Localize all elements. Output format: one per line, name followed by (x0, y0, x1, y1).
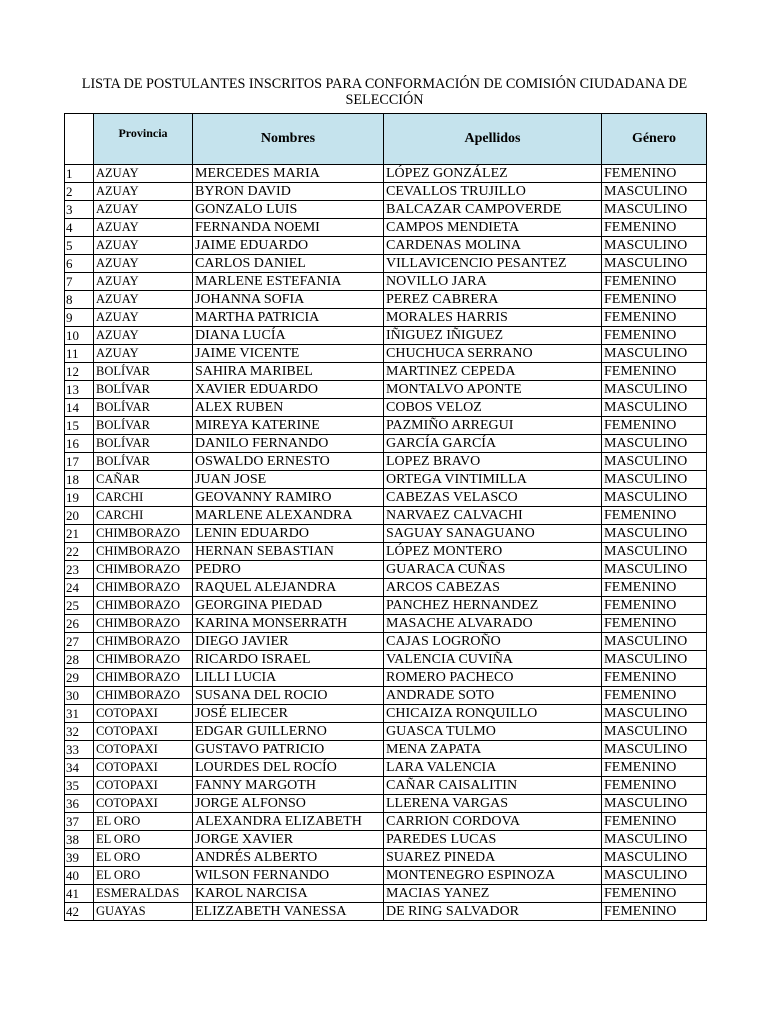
table-row (65, 597, 707, 615)
row-number: 5 (65, 237, 94, 255)
cell-genero: MASCULINO (602, 525, 707, 543)
table-row (65, 903, 707, 921)
table-row (65, 507, 707, 525)
cell-apellidos: BALCAZAR CAMPOVERDE (384, 201, 602, 219)
cell-apellidos: IÑIGUEZ IÑIGUEZ (384, 327, 602, 345)
table-row (65, 543, 707, 561)
row-number: 26 (65, 615, 94, 633)
cell-provincia: BOLÍVAR (94, 399, 193, 417)
cell-apellidos: MENA ZAPATA (384, 741, 602, 759)
cell-apellidos: PAREDES LUCAS (384, 831, 602, 849)
cell-provincia: CARCHI (94, 489, 193, 507)
table-body (65, 165, 707, 921)
table-row (65, 183, 707, 201)
cell-nombres: DANILO FERNANDO (193, 435, 384, 453)
cell-apellidos: GUARACA CUÑAS (384, 561, 602, 579)
cell-apellidos: PAZMIÑO ARREGUI (384, 417, 602, 435)
cell-provincia: CHIMBORAZO (94, 687, 193, 705)
cell-apellidos: NARVAEZ CALVACHI (384, 507, 602, 525)
cell-apellidos: LÓPEZ GONZÁLEZ (384, 165, 602, 183)
row-number: 11 (65, 345, 94, 363)
cell-nombres: FERNANDA NOEMI (193, 219, 384, 237)
cell-genero: MASCULINO (602, 345, 707, 363)
row-number: 34 (65, 759, 94, 777)
cell-apellidos: ROMERO PACHECO (384, 669, 602, 687)
cell-provincia: BOLÍVAR (94, 381, 193, 399)
row-number: 19 (65, 489, 94, 507)
cell-nombres: ANDRÉS ALBERTO (193, 849, 384, 867)
cell-provincia: CHIMBORAZO (94, 561, 193, 579)
row-number: 9 (65, 309, 94, 327)
cell-nombres: GUSTAVO PATRICIO (193, 741, 384, 759)
cell-provincia: AZUAY (94, 291, 193, 309)
cell-nombres: XAVIER EDUARDO (193, 381, 384, 399)
row-number: 15 (65, 417, 94, 435)
cell-apellidos: ANDRADE SOTO (384, 687, 602, 705)
cell-genero: MASCULINO (602, 435, 707, 453)
row-number: 1 (65, 165, 94, 183)
cell-apellidos: ORTEGA VINTIMILLA (384, 471, 602, 489)
row-number: 23 (65, 561, 94, 579)
row-number: 2 (65, 183, 94, 201)
cell-provincia: CHIMBORAZO (94, 615, 193, 633)
table-row (65, 489, 707, 507)
cell-provincia: CAÑAR (94, 471, 193, 489)
cell-nombres: JOHANNA SOFIA (193, 291, 384, 309)
cell-provincia: COTOPAXI (94, 759, 193, 777)
table-row (65, 273, 707, 291)
cell-provincia: AZUAY (94, 219, 193, 237)
cell-genero: MASCULINO (602, 723, 707, 741)
cell-apellidos: SUAREZ PINEDA (384, 849, 602, 867)
table-row (65, 291, 707, 309)
row-number: 35 (65, 777, 94, 795)
cell-apellidos: VILLAVICENCIO PESANTEZ (384, 255, 602, 273)
cell-genero: FEMENINO (602, 597, 707, 615)
table-row (65, 867, 707, 885)
cell-provincia: ESMERALDAS (94, 885, 193, 903)
cell-nombres: JOSÉ ELIECER (193, 705, 384, 723)
table-row (65, 363, 707, 381)
cell-nombres: LENIN EDUARDO (193, 525, 384, 543)
cell-nombres: LILLI LUCIA (193, 669, 384, 687)
cell-genero: FEMENINO (602, 759, 707, 777)
cell-genero: MASCULINO (602, 489, 707, 507)
cell-nombres: PEDRO (193, 561, 384, 579)
cell-nombres: GEOVANNY RAMIRO (193, 489, 384, 507)
cell-apellidos: COBOS VELOZ (384, 399, 602, 417)
cell-genero: FEMENINO (602, 687, 707, 705)
cell-provincia: GUAYAS (94, 903, 193, 921)
table-row (65, 453, 707, 471)
table-row (65, 633, 707, 651)
cell-provincia: AZUAY (94, 255, 193, 273)
cell-nombres: RAQUEL ALEJANDRA (193, 579, 384, 597)
cell-genero: MASCULINO (602, 399, 707, 417)
cell-provincia: AZUAY (94, 327, 193, 345)
row-number: 31 (65, 705, 94, 723)
row-number: 3 (65, 201, 94, 219)
cell-nombres: JAIME EDUARDO (193, 237, 384, 255)
cell-provincia: EL ORO (94, 831, 193, 849)
cell-genero: FEMENINO (602, 417, 707, 435)
cell-apellidos: LOPEZ BRAVO (384, 453, 602, 471)
cell-provincia: COTOPAXI (94, 723, 193, 741)
row-number: 22 (65, 543, 94, 561)
cell-nombres: SAHIRA MARIBEL (193, 363, 384, 381)
table-row (65, 741, 707, 759)
row-number: 38 (65, 831, 94, 849)
cell-provincia: EL ORO (94, 867, 193, 885)
row-number: 33 (65, 741, 94, 759)
table-row (65, 885, 707, 903)
cell-genero: FEMENINO (602, 363, 707, 381)
row-number: 10 (65, 327, 94, 345)
cell-provincia: AZUAY (94, 165, 193, 183)
cell-nombres: JAIME VICENTE (193, 345, 384, 363)
column-header-nombres: Nombres (193, 114, 384, 165)
cell-apellidos: MONTENEGRO ESPINOZA (384, 867, 602, 885)
document-title: LISTA DE POSTULANTES INSCRITOS PARA CONFORMACIÓN DE COMISIÓN CIUDADANA DE SELECCIÓN (81, 76, 688, 108)
cell-provincia: EL ORO (94, 813, 193, 831)
table-row (65, 219, 707, 237)
cell-genero: FEMENINO (602, 579, 707, 597)
cell-genero: MASCULINO (602, 255, 707, 273)
cell-nombres: EDGAR GUILLERNO (193, 723, 384, 741)
row-number: 42 (65, 903, 94, 921)
cell-provincia: AZUAY (94, 237, 193, 255)
table-row (65, 759, 707, 777)
cell-provincia: AZUAY (94, 183, 193, 201)
cell-nombres: MERCEDES MARIA (193, 165, 384, 183)
cell-genero: FEMENINO (602, 507, 707, 525)
cell-genero: FEMENINO (602, 309, 707, 327)
cell-genero: MASCULINO (602, 795, 707, 813)
cell-provincia: AZUAY (94, 309, 193, 327)
cell-genero: MASCULINO (602, 471, 707, 489)
cell-nombres: ALEX RUBEN (193, 399, 384, 417)
row-number: 21 (65, 525, 94, 543)
table-row (65, 723, 707, 741)
column-header-genero: Género (602, 114, 707, 165)
cell-apellidos: LÓPEZ MONTERO (384, 543, 602, 561)
cell-genero: MASCULINO (602, 201, 707, 219)
cell-apellidos: VALENCIA CUVIÑA (384, 651, 602, 669)
cell-apellidos: GUASCA TULMO (384, 723, 602, 741)
cell-genero: FEMENINO (602, 165, 707, 183)
table-header (65, 114, 707, 165)
cell-nombres: DIANA LUCÍA (193, 327, 384, 345)
cell-provincia: AZUAY (94, 345, 193, 363)
cell-nombres: KAROL NARCISA (193, 885, 384, 903)
row-number: 7 (65, 273, 94, 291)
cell-apellidos: CAMPOS MENDIETA (384, 219, 602, 237)
cell-provincia: CHIMBORAZO (94, 633, 193, 651)
table-row (65, 417, 707, 435)
cell-nombres: LOURDES DEL ROCÍO (193, 759, 384, 777)
cell-genero: MASCULINO (602, 183, 707, 201)
cell-apellidos: PEREZ CABRERA (384, 291, 602, 309)
cell-genero: FEMENINO (602, 885, 707, 903)
cell-provincia: CHIMBORAZO (94, 669, 193, 687)
cell-nombres: SUSANA DEL ROCIO (193, 687, 384, 705)
cell-provincia: CHIMBORAZO (94, 597, 193, 615)
cell-provincia: COTOPAXI (94, 777, 193, 795)
header-row (65, 114, 707, 165)
applicants-table (64, 113, 707, 921)
row-number: 30 (65, 687, 94, 705)
table-row (65, 327, 707, 345)
cell-provincia: CHIMBORAZO (94, 543, 193, 561)
cell-apellidos: GARCÍA GARCÍA (384, 435, 602, 453)
row-number: 17 (65, 453, 94, 471)
cell-apellidos: ARCOS CABEZAS (384, 579, 602, 597)
cell-apellidos: MORALES HARRIS (384, 309, 602, 327)
row-number: 39 (65, 849, 94, 867)
table-row (65, 165, 707, 183)
cell-provincia: CHIMBORAZO (94, 651, 193, 669)
cell-genero: FEMENINO (602, 903, 707, 921)
row-number: 16 (65, 435, 94, 453)
cell-genero: FEMENINO (602, 813, 707, 831)
cell-nombres: HERNAN SEBASTIAN (193, 543, 384, 561)
cell-nombres: BYRON DAVID (193, 183, 384, 201)
table-row (65, 669, 707, 687)
column-header-provincia: Provincia (94, 114, 193, 165)
cell-apellidos: CAÑAR CAISALITIN (384, 777, 602, 795)
cell-nombres: GEORGINA PIEDAD (193, 597, 384, 615)
row-number: 20 (65, 507, 94, 525)
cell-apellidos: MASACHE ALVARADO (384, 615, 602, 633)
cell-provincia: BOLÍVAR (94, 417, 193, 435)
cell-nombres: MARLENE ESTEFANIA (193, 273, 384, 291)
cell-provincia: BOLÍVAR (94, 435, 193, 453)
cell-provincia: CARCHI (94, 507, 193, 525)
cell-apellidos: DE RING SALVADOR (384, 903, 602, 921)
cell-nombres: DIEGO JAVIER (193, 633, 384, 651)
table-row (65, 435, 707, 453)
cell-apellidos: LARA VALENCIA (384, 759, 602, 777)
cell-genero: FEMENINO (602, 219, 707, 237)
cell-nombres: OSWALDO ERNESTO (193, 453, 384, 471)
row-number: 13 (65, 381, 94, 399)
table-row (65, 687, 707, 705)
cell-nombres: JUAN JOSE (193, 471, 384, 489)
cell-genero: MASCULINO (602, 237, 707, 255)
cell-genero: MASCULINO (602, 867, 707, 885)
cell-genero: FEMENINO (602, 327, 707, 345)
table-row (65, 795, 707, 813)
table-row (65, 255, 707, 273)
row-number: 32 (65, 723, 94, 741)
cell-genero: MASCULINO (602, 453, 707, 471)
cell-genero: MASCULINO (602, 381, 707, 399)
cell-genero: MASCULINO (602, 705, 707, 723)
row-number: 8 (65, 291, 94, 309)
cell-apellidos: SAGUAY SANAGUANO (384, 525, 602, 543)
table-row (65, 471, 707, 489)
cell-provincia: COTOPAXI (94, 705, 193, 723)
row-number: 29 (65, 669, 94, 687)
cell-provincia: CHIMBORAZO (94, 579, 193, 597)
cell-genero: MASCULINO (602, 561, 707, 579)
cell-apellidos: NOVILLO JARA (384, 273, 602, 291)
cell-nombres: MIREYA KATERINE (193, 417, 384, 435)
cell-nombres: FANNY MARGOTH (193, 777, 384, 795)
cell-genero: MASCULINO (602, 849, 707, 867)
cell-nombres: JORGE XAVIER (193, 831, 384, 849)
cell-apellidos: CHICAIZA RONQUILLO (384, 705, 602, 723)
column-header-number (65, 114, 94, 165)
cell-provincia: EL ORO (94, 849, 193, 867)
cell-genero: FEMENINO (602, 291, 707, 309)
table-row (65, 381, 707, 399)
cell-nombres: MARLENE ALEXANDRA (193, 507, 384, 525)
table-row (65, 615, 707, 633)
cell-provincia: AZUAY (94, 201, 193, 219)
cell-apellidos: MONTALVO APONTE (384, 381, 602, 399)
cell-apellidos: MARTINEZ CEPEDA (384, 363, 602, 381)
table-row (65, 813, 707, 831)
cell-apellidos: MACIAS YANEZ (384, 885, 602, 903)
table-row (65, 651, 707, 669)
table-row (65, 561, 707, 579)
table-row (65, 237, 707, 255)
cell-nombres: MARTHA PATRICIA (193, 309, 384, 327)
cell-genero: FEMENINO (602, 669, 707, 687)
cell-genero: FEMENINO (602, 273, 707, 291)
cell-provincia: BOLÍVAR (94, 453, 193, 471)
cell-apellidos: PANCHEZ HERNANDEZ (384, 597, 602, 615)
row-number: 6 (65, 255, 94, 273)
cell-apellidos: LLERENA VARGAS (384, 795, 602, 813)
cell-nombres: JORGE ALFONSO (193, 795, 384, 813)
cell-genero: MASCULINO (602, 741, 707, 759)
row-number: 18 (65, 471, 94, 489)
cell-provincia: BOLÍVAR (94, 363, 193, 381)
table-row (65, 309, 707, 327)
cell-apellidos: CAJAS LOGROÑO (384, 633, 602, 651)
table-row (65, 705, 707, 723)
table-row (65, 345, 707, 363)
cell-nombres: WILSON FERNANDO (193, 867, 384, 885)
row-number: 14 (65, 399, 94, 417)
row-number: 41 (65, 885, 94, 903)
cell-genero: MASCULINO (602, 633, 707, 651)
cell-genero: MASCULINO (602, 543, 707, 561)
row-number: 36 (65, 795, 94, 813)
table-row (65, 201, 707, 219)
row-number: 25 (65, 597, 94, 615)
cell-apellidos: CARRION CORDOVA (384, 813, 602, 831)
table-row (65, 831, 707, 849)
cell-nombres: GONZALO LUIS (193, 201, 384, 219)
cell-genero: MASCULINO (602, 651, 707, 669)
cell-provincia: COTOPAXI (94, 795, 193, 813)
table-row (65, 399, 707, 417)
row-number: 24 (65, 579, 94, 597)
cell-apellidos: CHUCHUCA SERRANO (384, 345, 602, 363)
cell-nombres: CARLOS DANIEL (193, 255, 384, 273)
row-number: 27 (65, 633, 94, 651)
cell-genero: MASCULINO (602, 831, 707, 849)
cell-nombres: ELIZZABETH VANESSA (193, 903, 384, 921)
column-header-apellidos: Apellidos (384, 114, 602, 165)
cell-nombres: ALEXANDRA ELIZABETH (193, 813, 384, 831)
cell-provincia: COTOPAXI (94, 741, 193, 759)
cell-apellidos: CEVALLOS TRUJILLO (384, 183, 602, 201)
cell-nombres: KARINA MONSERRATH (193, 615, 384, 633)
cell-nombres: RICARDO ISRAEL (193, 651, 384, 669)
row-number: 37 (65, 813, 94, 831)
table-row (65, 525, 707, 543)
cell-provincia: CHIMBORAZO (94, 525, 193, 543)
row-number: 28 (65, 651, 94, 669)
row-number: 40 (65, 867, 94, 885)
table-row (65, 579, 707, 597)
cell-apellidos: CABEZAS VELASCO (384, 489, 602, 507)
cell-apellidos: CARDENAS MOLINA (384, 237, 602, 255)
row-number: 12 (65, 363, 94, 381)
cell-genero: FEMENINO (602, 777, 707, 795)
table-row (65, 777, 707, 795)
table-row (65, 849, 707, 867)
cell-genero: FEMENINO (602, 615, 707, 633)
cell-provincia: AZUAY (94, 273, 193, 291)
row-number: 4 (65, 219, 94, 237)
